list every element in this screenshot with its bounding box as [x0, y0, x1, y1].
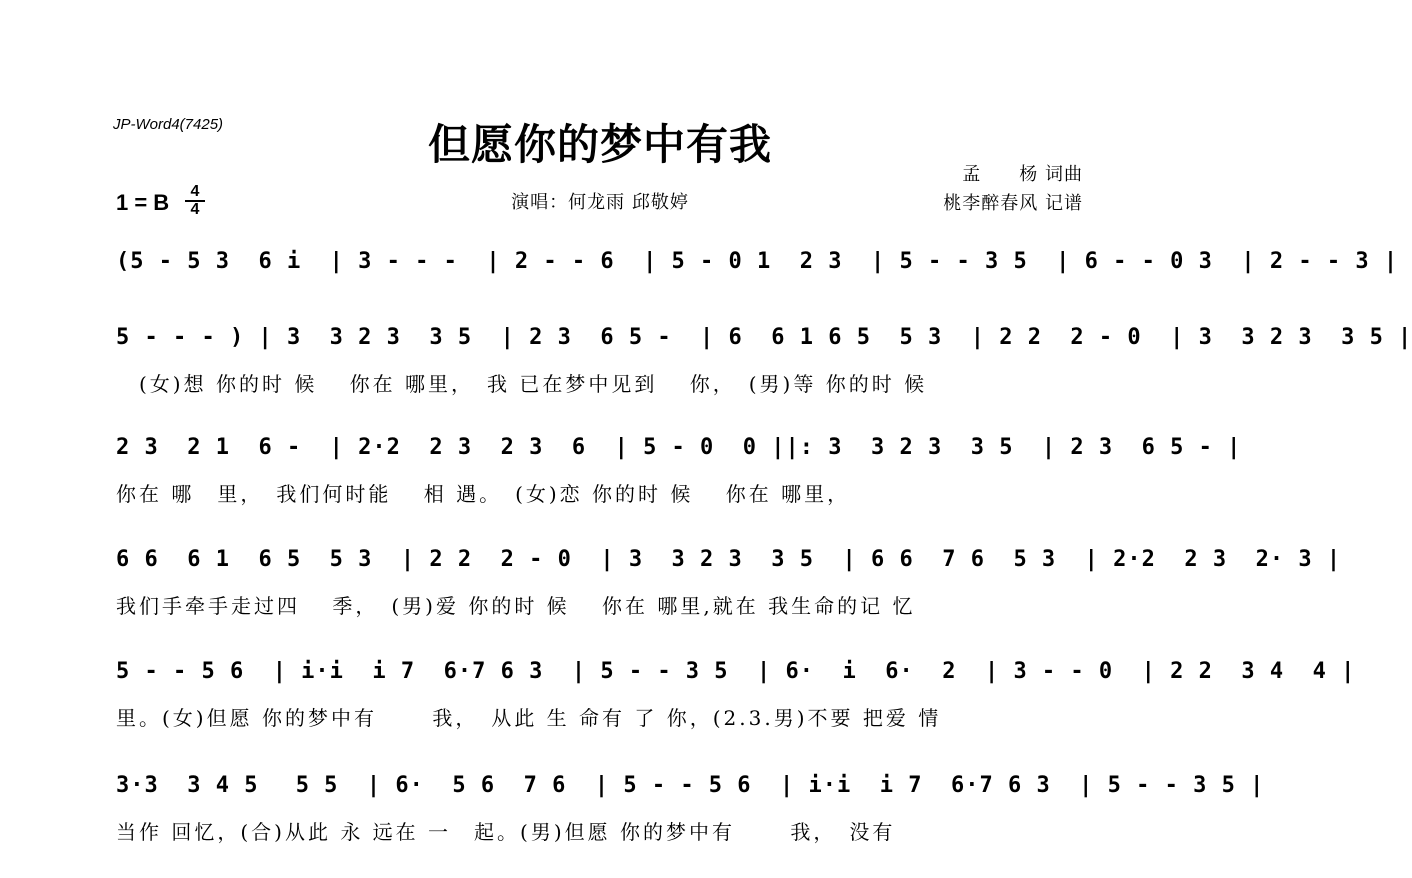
key-signature: 1 = B [116, 190, 170, 215]
notation-line: 5 - - - ) | 3 3 2 3 3 5 | 2 3 6 5 - | 6 6 1 6 5 5 3 | 2 2 2 - 0 | 3 3 2 3 3 5 | [116, 325, 1412, 350]
score-system-3 [0, 428, 1242, 540]
notation-line: 5 - - 5 6 | i·i i 7 6·7 6 3 | 5 - - 3 5 | 6· i 6· 2 | 3 - - 0 | 2 2 3 4 4 | [116, 659, 1356, 684]
lyrics-line: 你在 哪 里， 我们何时能 相 遇。 (女)恋 你的时 候 你在 哪里， [116, 482, 851, 506]
notation-line: 3·3 3 4 5 5 5 | 6· 5 6 7 6 | 5 - - 5 6 | i·i i 7 6·7 6 3 | 5 - - 3 5 | [116, 773, 1265, 798]
time-signature [185, 185, 205, 217]
score-system-4 [0, 540, 1342, 652]
song-title: 但愿你的梦中有我 [427, 120, 772, 169]
score-system-2 [0, 318, 1412, 430]
lyrics-music-credit: 孟 杨 词曲 [962, 164, 1083, 185]
notation-line: (5 - 5 3 6 i | 3 - - - | 2 - - 6 | 5 - 0 1 2 3 | 5 - - 3 5 | 6 - - 0 3 | 2 - - 3 | [116, 249, 1399, 274]
lyrics-line: 里。(女)但愿 你的梦中有 我， 从此 生 命有 了 你，(2.3.男)不要 把爱 情 [116, 706, 942, 730]
lyrics-line: 我们手牵手走过四 季， (男)爱 你的时 候 你在 哪里,就在 我生命的记 忆 [116, 594, 916, 618]
score-system-5 [0, 652, 1356, 764]
notation-line: 6 6 6 1 6 5 5 3 | 2 2 2 - 0 | 3 3 2 3 3 5 | 6 6 7 6 5 3 | 2·2 2 3 2· 3 | [116, 547, 1342, 572]
lyrics-line: (女)想 你的时 候 你在 哪里， 我 已在梦中见到 你， (男)等 你的时 候 [116, 372, 928, 396]
lyrics-line: 当作 回忆，(合)从此 永 远在 一 起。(男)但愿 你的梦中有 我， 没有 [116, 820, 896, 844]
notation-line: 2 3 2 1 6 - | 2·2 2 3 2 3 6 | 5 - 0 0 ||: 3 3 2 3 3 5 | 2 3 6 5 - | [116, 435, 1242, 460]
time-signature-bottom: 4 [190, 201, 200, 218]
time-signature-top: 4 [190, 183, 200, 200]
transcriber-credit: 桃李醉春风 记谱 [943, 193, 1083, 214]
singers-line: 演唱：何龙雨 邱敬婷 [511, 192, 689, 213]
source-label: JP-Word4(7425) [113, 116, 224, 133]
score-system-6 [0, 766, 1265, 878]
